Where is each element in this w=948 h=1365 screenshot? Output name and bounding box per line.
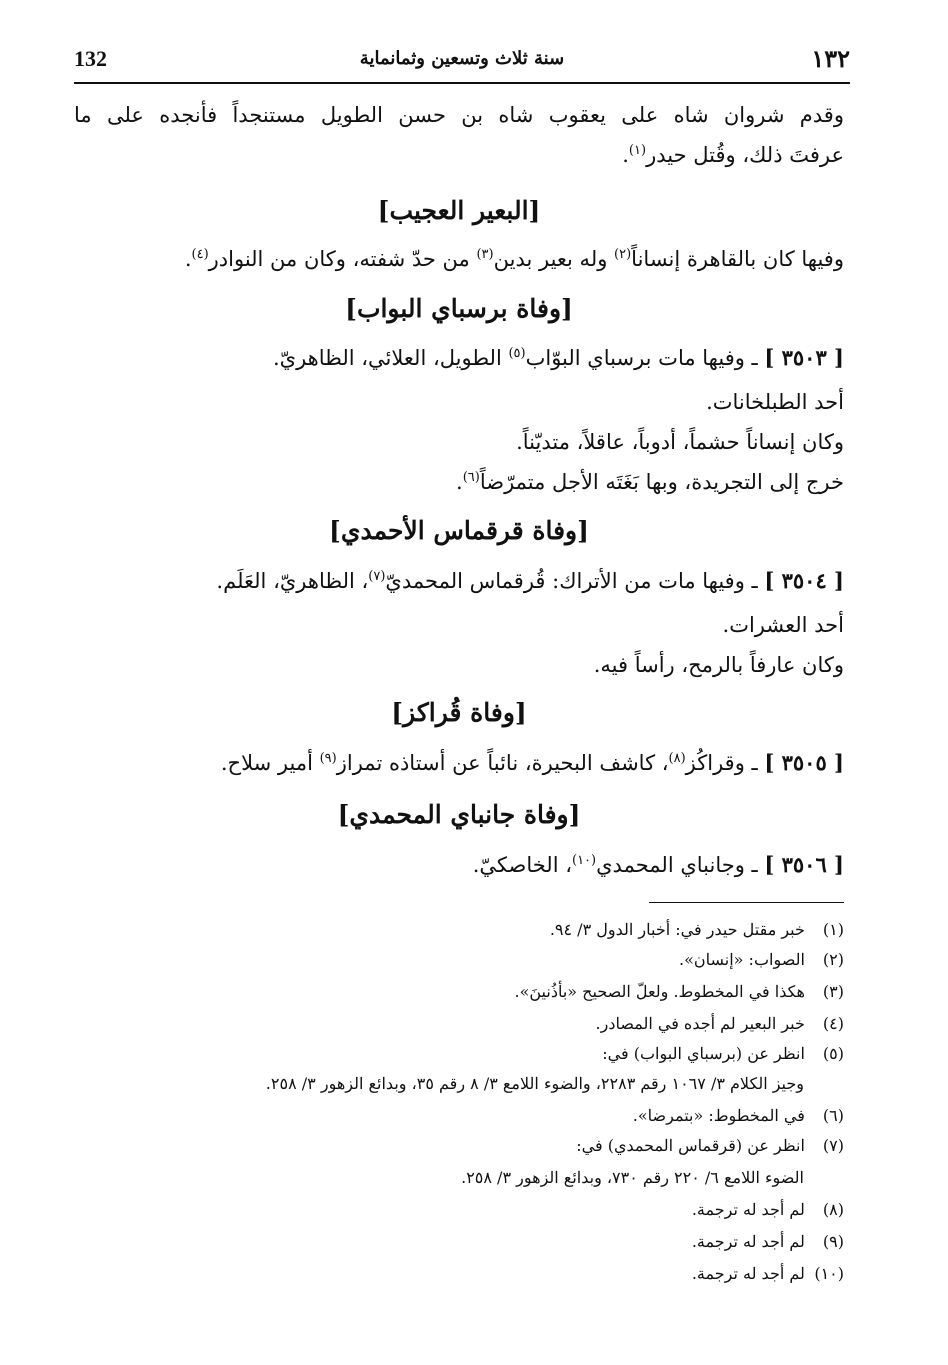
footnote-ref: (١): [628, 143, 647, 158]
janibay-line-1: [74, 850, 844, 880]
footnote-item: [74, 1198, 844, 1222]
section-heading-barsbay: [وفاة برسباي البواب]: [345, 294, 573, 323]
page-number-latin: 132: [74, 46, 107, 71]
text-run: ـ وقراكُز: [685, 751, 765, 775]
footnote-ref: (٢): [614, 247, 632, 262]
footnote-item: [74, 1012, 844, 1036]
footnote-text: في المخطوط: «بتمرضا».: [632, 1106, 805, 1125]
camel-line: [74, 244, 844, 274]
footnote-ref: (٥): [508, 346, 526, 361]
footnote-item: [74, 1042, 844, 1066]
text-run: ـ وفيها مات برسباي البوّاب: [525, 346, 765, 370]
barsbay-line-4: [74, 467, 844, 497]
footnote-item: [74, 980, 844, 1004]
footnote-text: خبر البعير لم أجده في المصادر.: [595, 1014, 805, 1033]
text-run: عرفتَ ذلك، وقُتل حيدر: [646, 143, 844, 167]
running-title: سنة ثلاث وتسعين وثمانماية: [359, 48, 565, 69]
text-run: ، الظاهريّ، العَلَم.: [216, 569, 369, 593]
footnote-ref: (٨): [668, 751, 686, 766]
footnote-number: (٣): [822, 982, 844, 1001]
footnote-number: (٢): [822, 950, 844, 969]
barsbay-line-3: وكان إنساناً حشماً، أدوباً، عاقلاً، متديّناً.: [516, 430, 844, 454]
footnote-item: [74, 1230, 844, 1254]
footnote-item: [74, 918, 844, 942]
text-run: ـ وفيها مات من الأتراك: قُرقماس المحمديّ: [385, 569, 765, 593]
entry-number: [ ٣٥٠٦ ]: [764, 852, 844, 877]
footnote-ref: (٦): [462, 470, 480, 485]
paragraph-intro-line-1: وقدم شروان شاه على يعقوب شاه بن حسن الطويل مستنجداً فأنجده على ما: [74, 103, 844, 127]
quraqiz-line-1: [74, 748, 844, 778]
section-heading-janibay: [وفاة جانباي المحمدي]: [337, 800, 581, 829]
footnote-ref: (٧): [368, 569, 386, 584]
text-run: وفيها كان بالقاهرة إنساناً: [631, 247, 844, 271]
footnote-rule: [649, 902, 844, 903]
qurqumas-line-2: أحد العشرات.: [722, 613, 844, 637]
entry-number: [ ٣٥٠٣ ]: [764, 345, 844, 370]
text-run: أمير سلاح.: [220, 751, 320, 775]
footnote-text: الصواب: «إنسان».: [679, 950, 805, 969]
page-header: [74, 40, 850, 80]
qurqumas-line-3: وكان عارفاً بالرمح، رأساً فيه.: [593, 653, 844, 677]
footnote-text: انظر عن (برسباي البواب) في:: [602, 1044, 805, 1063]
entry-number: [ ٣٥٠٤ ]: [764, 568, 844, 593]
text-run: .: [456, 470, 463, 494]
footnote-ref: (٣): [476, 247, 494, 262]
header-rule: [74, 82, 850, 84]
footnote-number: (٩): [822, 1232, 844, 1251]
text-run: ـ وجانباي المحمدي: [596, 853, 765, 877]
footnote-number: (٨): [822, 1200, 844, 1219]
text-run: ، كاشف البحيرة، نائباً عن أستاذه تمراز: [336, 751, 669, 775]
entry-number: [ ٣٥٠٥ ]: [764, 750, 844, 775]
footnote-ref: (١٠): [572, 853, 597, 868]
footnote-text: خبر مقتل حيدر في: أخبار الدول ٣/ ٩٤.: [549, 920, 805, 939]
footnote-text: لم أجد له ترجمة.: [691, 1264, 805, 1283]
barsbay-line-2: أحد الطبلخانات.: [706, 390, 844, 414]
paragraph-intro-line-2: [74, 140, 844, 170]
footnote-text: لم أجد له ترجمة.: [691, 1200, 805, 1219]
barsbay-line-1: [74, 343, 844, 373]
text-run: من حدّ شفته، وكان من النوادر: [208, 247, 477, 271]
footnote-number: (١): [822, 920, 844, 939]
qurqumas-line-1: [74, 566, 844, 596]
footnote-text: هكذا في المخطوط. ولعلّ الصحيح «بأذُنينَ».: [514, 982, 805, 1001]
page-number-arabic: ١٣٢: [811, 44, 850, 73]
text-run: خرج إلى التجريدة، وبها بَغَتَه الأجل متمرّضاً: [479, 470, 844, 494]
footnote-ref: (٩): [319, 751, 337, 766]
footnote-item: [74, 948, 844, 972]
section-heading-qurqumas: [وفاة قرقماس الأحمدي]: [329, 516, 589, 545]
text-run: ، الخاصكيّ.: [472, 853, 572, 877]
footnote-text: لم أجد له ترجمة.: [691, 1232, 805, 1251]
footnote-continuation: الضوء اللامع ٦/ ٢٢٠ رقم ٧٣٠، وبدائع الزهور ٣/ ٢٥٨.: [461, 1168, 804, 1187]
footnote-number: (٧): [822, 1136, 844, 1155]
text-run: .: [184, 247, 192, 271]
section-heading-quraqiz: [وفاة قُراكز]: [391, 698, 527, 727]
section-heading-camel: [البعير العجيب]: [377, 196, 541, 225]
footnote-text: انظر عن (قرقماس المحمدي) في:: [576, 1136, 805, 1155]
footnote-number: (٦): [822, 1106, 844, 1125]
footnote-item: [74, 1262, 844, 1286]
text-run: وله بعير بدين: [493, 247, 615, 271]
footnote-number: (١٠): [814, 1264, 844, 1283]
footnote-ref: (٤): [191, 247, 209, 262]
footnote-item: [74, 1104, 844, 1128]
footnote-number: (٤): [822, 1014, 844, 1033]
text-run: .: [622, 143, 629, 167]
footnote-item: [74, 1134, 844, 1158]
footnote-continuation: وجيز الكلام ٣/ ١٠٦٧ رقم ٢٢٨٣، والضوء اللامع ٣/ ٨ رقم ٣٥، وبدائع الزهور ٣/ ٢٥٨.: [265, 1074, 804, 1093]
text-run: الطويل، العلائي، الظاهريّ.: [272, 346, 509, 370]
footnote-number: (٥): [822, 1044, 844, 1063]
